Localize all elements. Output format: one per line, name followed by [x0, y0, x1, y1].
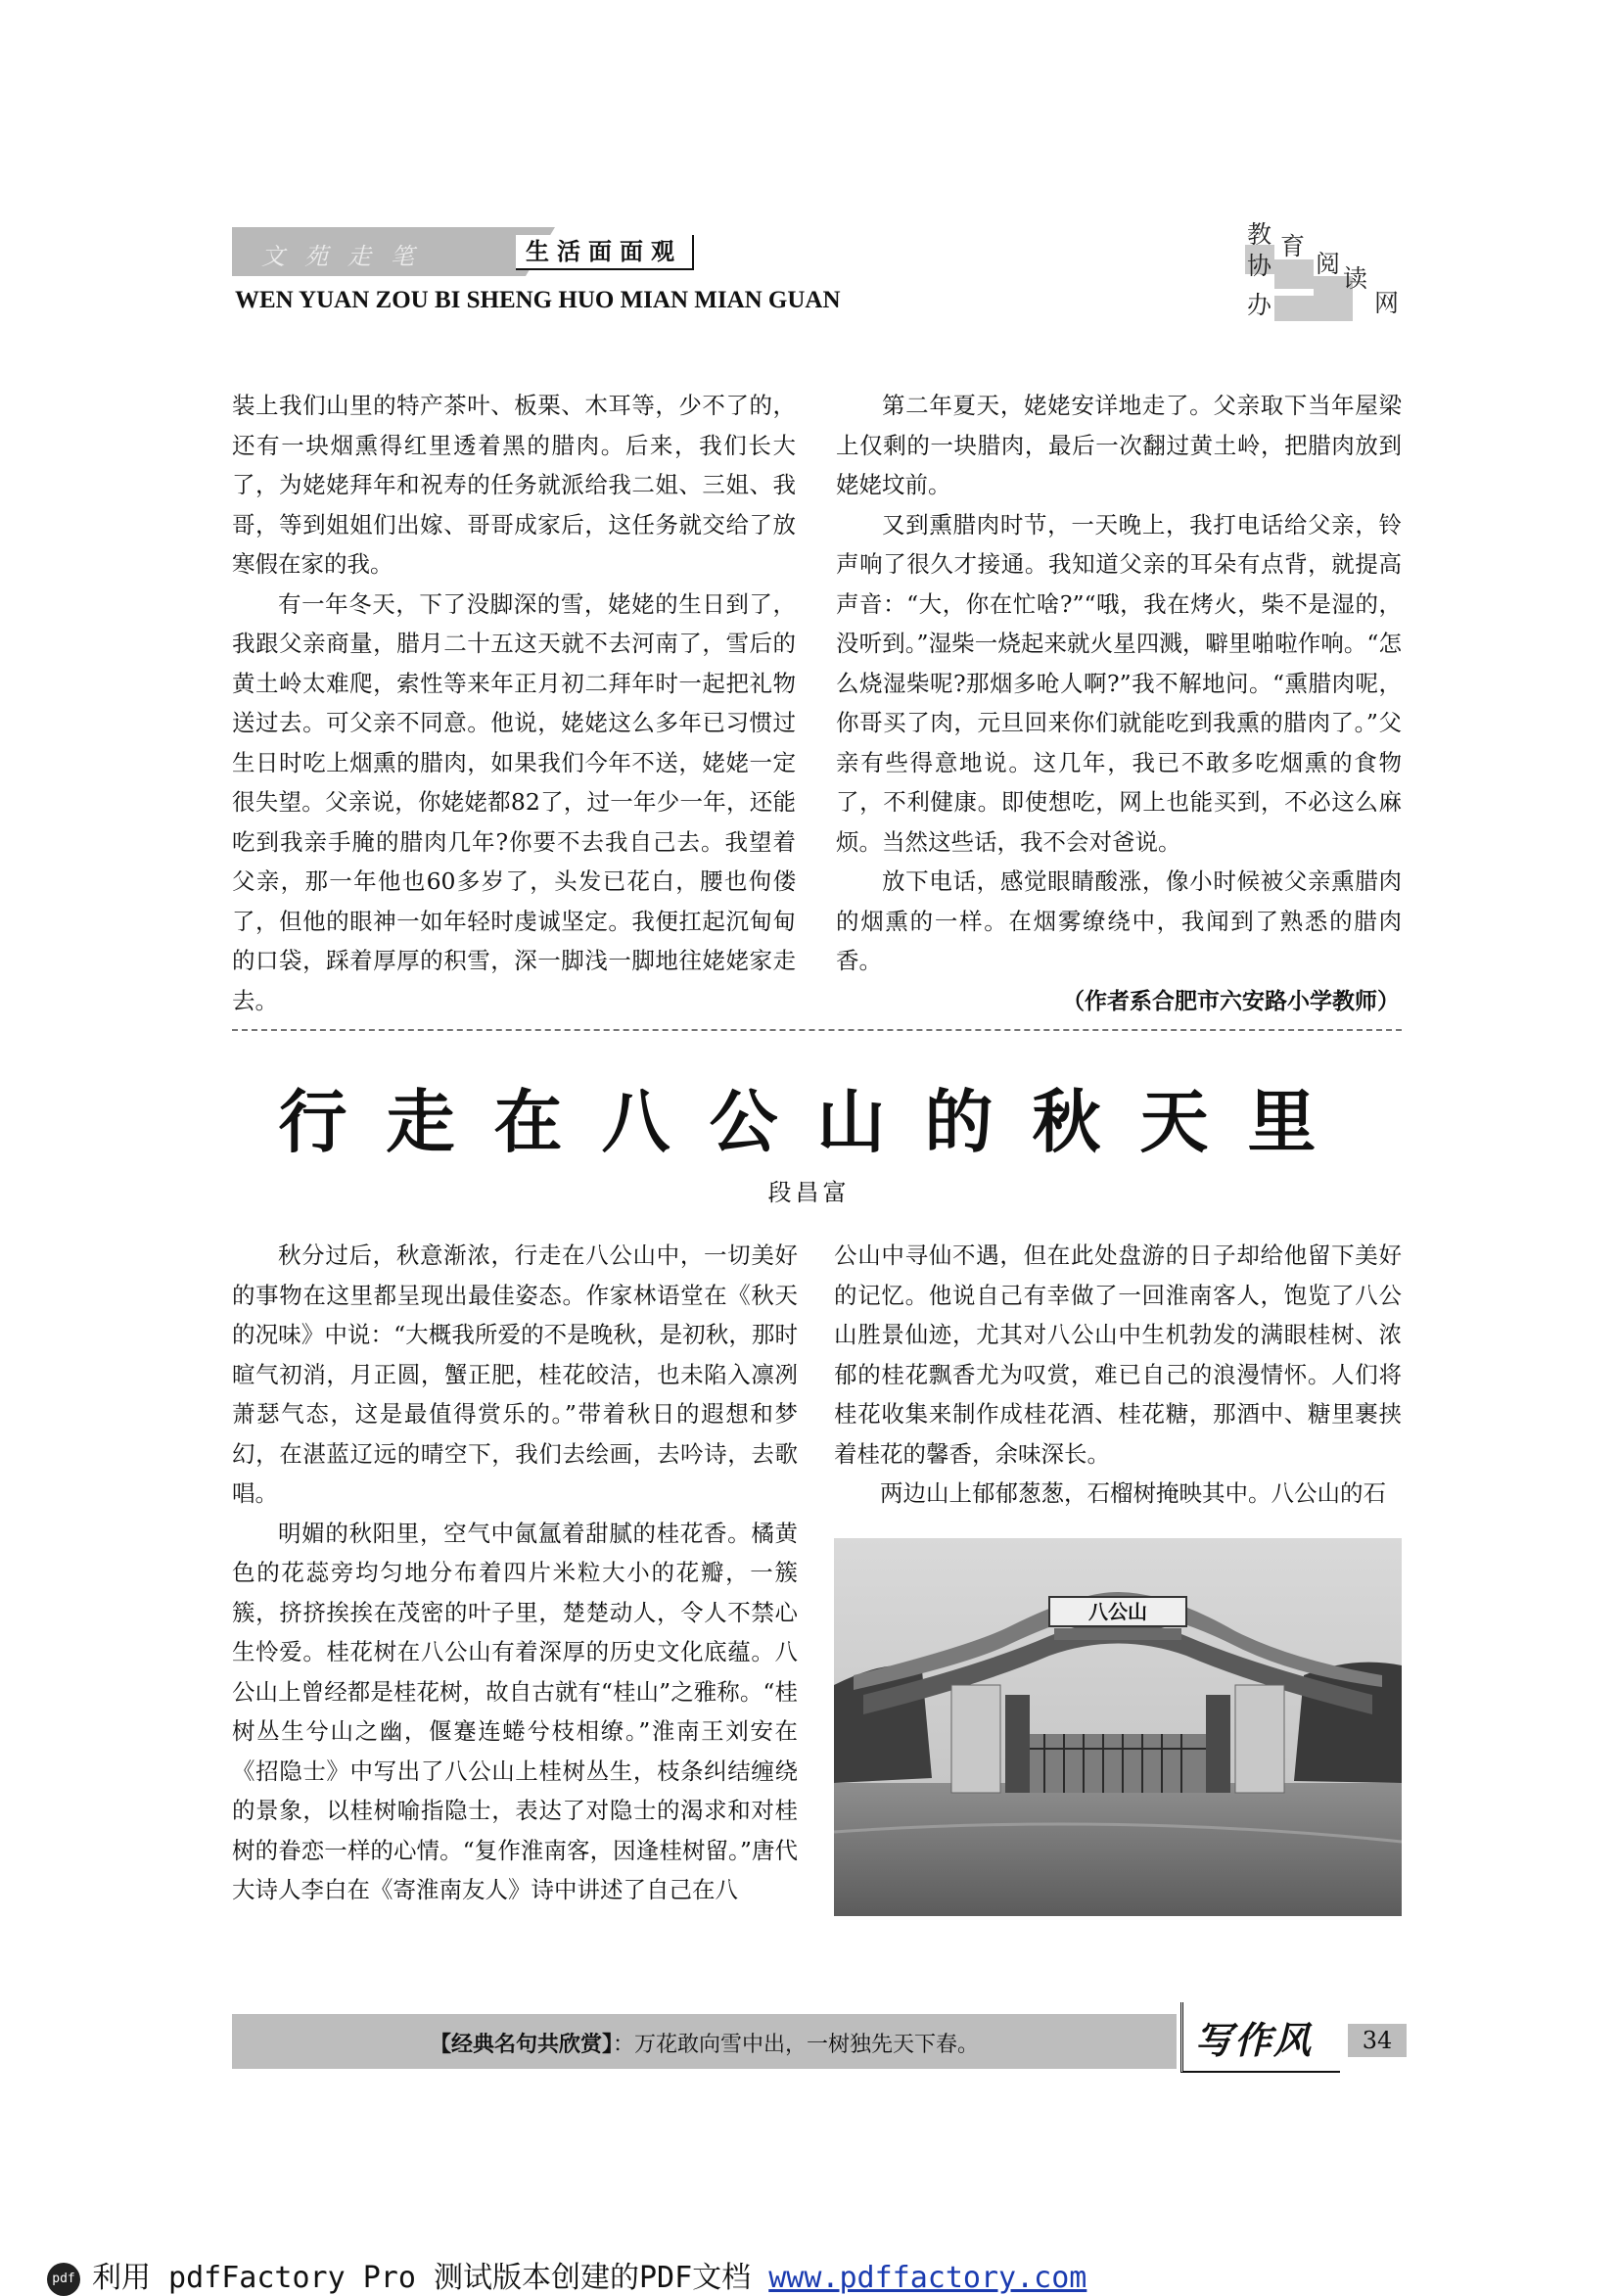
logo-char: 阅 — [1316, 250, 1341, 278]
pdffactory-link[interactable]: www.pdffactory.com — [768, 2261, 1087, 2295]
paragraph: 明媚的秋阳里，空气中氤氲着甜腻的桂花香。橘黄色的花蕊旁均匀地分布着四片米粒大小的花瓣，一簇簇，挤挤挨挨在茂密的叶子里，楚楚动人，令人不禁心生怜爱。桂花树在八公山有着深厚的历史文化底蕴。八公山上曾经都是桂花树，故自古就有“桂山”之雅称。“桂树丛生兮山之幽，偃蹇连蜷兮枝相缭。”淮南王刘安在《招隐士》中写出了八公山上桂树丛生，枝条纠结缠绕的景象，以桂树喻指隐士，表达了对隐士的渴求和对桂树的眷恋一样的心情。“复作淮南客，因逢桂树留。”唐代大诗人李白在《寄淮南友人》诗中讲述了自己在八 — [232, 1519, 798, 1903]
logo-char: 育 — [1280, 232, 1306, 260]
article-title: 行走在八公山的秋天里 — [278, 1082, 1356, 1162]
quote-text: ：万花敢向雪中出，一树独先天下春。 — [613, 2033, 980, 2057]
paragraph: 又到熏腊肉时节，一天晚上，我打电话给父亲，铃声响了很久才接通。我知道父亲的耳朵有点背，就提高声音：“大，你在忙啥?”“哦，我在烤火，柴不是湿的，没听到。”湿柴一烧起来就火星四溅，噼里啪啦作响。“怎么烧湿柴呢?那烟多呛人啊?”我不解地问。“熏腊肉呢，你哥买了肉，元旦回来你们就能吃到我熏的腊肉了。”父亲有些得意地说。这几年，我已不敢多吃烟熏的食物了，不利健康。即使想吃，网上也能买到，不必这么麻烦。当然这些话，我不会对爸说。 — [836, 510, 1402, 856]
paragraph: 装上我们山里的特产茶叶、板栗、木耳等，少不了的，还有一块烟熏得红里透着黑的腊肉。后来，我们长大了，为姥姥拜年和祝寿的任务就派给我二姐、三姐、我哥，等到姐姐们出嫁、哥哥成家后，这任务就交给了放寒假在家的我。 — [232, 392, 796, 578]
logo-char: 教 — [1247, 220, 1272, 249]
paragraph: 第二年夏天，姥姥安详地走了。父亲取下当年屋梁上仅剩的一块腊肉，最后一次翻过黄土岭，把腊肉放到姥姥坟前。 — [836, 392, 1402, 498]
logo-char: 读 — [1343, 264, 1368, 293]
quote-label: 【经典名句共欣赏】 — [429, 2032, 613, 2057]
pdf-watermark — [47, 2253, 1086, 2296]
brand-title: 写作风 — [1195, 2018, 1314, 2062]
section-subtitle: 生活面面观 — [516, 235, 694, 270]
article2-right-column — [834, 1236, 1402, 1514]
article-divider — [232, 1029, 1402, 1031]
paragraph: 秋分过后，秋意渐浓，行走在八公山中，一切美好的事物在这里都呈现出最佳姿态。作家林语堂在《秋天的况味》中说：“大概我所爱的不是晚秋，是初秋，那时暄气初消，月正圆，蟹正肥，桂花皎洁，也未陷入凛冽萧瑟气态，这是最值得赏乐的。”带着秋日的遐想和梦幻，在湛蓝辽远的晴空下，我们去绘画，去吟诗，去歌唱。 — [232, 1242, 798, 1507]
bagongshan-gate-photo — [834, 1538, 1402, 1916]
pdf-logo-icon: pdf — [47, 2263, 80, 2296]
logo-char: 办 — [1247, 291, 1272, 319]
article1-left-column — [232, 386, 796, 1020]
article-author: 段昌富 — [767, 1179, 851, 1206]
article2-left-column — [232, 1236, 798, 1910]
author-byline: （作者系合肥市六安路小学教师） — [1062, 989, 1400, 1014]
publisher-logo — [1245, 215, 1402, 323]
page-number: 34 — [1348, 2024, 1407, 2057]
quote — [232, 2028, 1177, 2058]
section-header — [232, 227, 702, 276]
paragraph: 有一年冬天，下了没脚深的雪，姥姥的生日到了，我跟父亲商量，腊月二十五这天就不去河南了，雪后的黄土岭太难爬，索性等来年正月初二拜年时一起把礼物送过去。可父亲不同意。他说，姥姥这么多年已习惯过生日时吃上烟熏的腊肉，如果我们今年不送，姥姥一定很失望。父亲说，你姥姥都82了，过一年少一年，还能吃到我亲手腌的腊肉几年?你要不去我自己去。我望着父亲，那一年他也60多岁了，头发已花白，腰也佝偻了，但他的眼神一如年轻时虔诚坚定。我便扛起沉甸甸的口袋，踩着厚厚的积雪，深一脚浅一脚地往姥姥家走去。 — [232, 589, 796, 1014]
gate-sign-text: 八公山 — [1088, 1600, 1147, 1623]
section-category: 文苑走笔 — [261, 243, 434, 270]
logo-char: 网 — [1374, 289, 1400, 317]
quote-bar — [232, 2014, 1177, 2069]
logo-char: 协 — [1247, 252, 1272, 280]
watermark-text: 利用 pdfFactory Pro 测试版本创建的PDF文档 — [92, 2261, 769, 2295]
magazine-brand — [1180, 2002, 1393, 2073]
section-pinyin: WEN YUAN ZOU BI SHENG HUO MIAN MIAN GUAN — [235, 287, 841, 313]
paragraph: 放下电话，感觉眼睛酸涨，像小时候被父亲熏腊肉的烟熏的一样。在烟雾缭绕中，我闻到了熟悉的腊肉香。 — [836, 867, 1402, 974]
article1-right-column — [836, 386, 1402, 981]
paragraph: 两边山上郁郁葱葱，石榴树掩映其中。八公山的石 — [880, 1479, 1386, 1507]
paragraph: 公山中寻仙不遇，但在此处盘游的日子却给他留下美好的记忆。他说自己有幸做了一回淮南客人，饱览了八公山胜景仙迹，尤其对八公山中生机勃发的满眼桂树、浓郁的桂花飘香尤为叹赏，难已自己的浪漫情怀。人们将桂花收集来制作成桂花酒、桂花糖，那酒中、糖里裹挟着桂花的馨香，余味深长。 — [834, 1242, 1402, 1468]
section-category-band — [232, 227, 526, 276]
